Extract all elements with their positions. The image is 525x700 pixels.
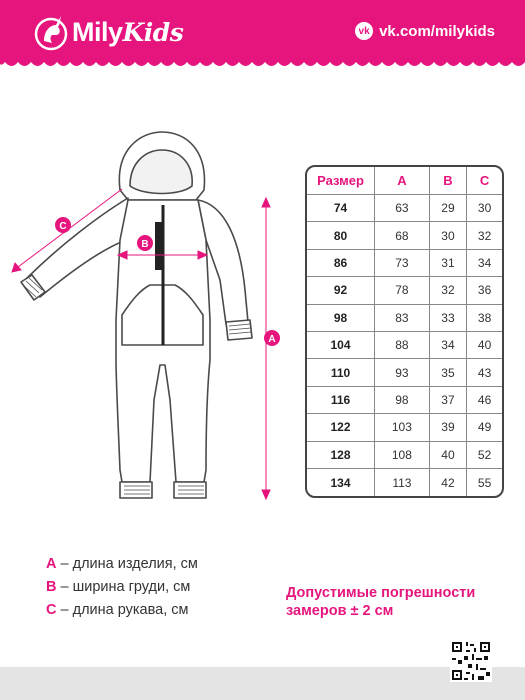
- table-row: [307, 469, 502, 496]
- value-cell: 52: [467, 442, 502, 469]
- header-a: A: [375, 167, 430, 195]
- svg-text:A: A: [268, 334, 276, 345]
- value-cell: 73: [375, 250, 430, 277]
- size-cell: 116: [307, 387, 375, 414]
- table-row: [307, 222, 502, 249]
- value-cell: 55: [477, 475, 492, 490]
- header-size: Размер: [307, 167, 375, 195]
- size-table-header: [307, 167, 502, 195]
- table-row: [307, 414, 502, 441]
- value-cell: 39: [430, 414, 467, 441]
- legend-item-a: A – длина изделия, см: [46, 556, 198, 572]
- value-cell: 42: [430, 469, 467, 496]
- table-row: [307, 195, 502, 222]
- header-c: C: [467, 167, 502, 195]
- value-cell: 40: [467, 332, 502, 359]
- table-row: [307, 442, 502, 469]
- footer-bar: [0, 667, 525, 700]
- value-cell: 103: [375, 414, 430, 441]
- legend-item-b: B – ширина груди, см: [46, 579, 191, 595]
- value-cell: 32: [467, 222, 502, 249]
- table-row: [307, 387, 502, 414]
- brand-name: MilyKids: [72, 16, 184, 47]
- left-sleeve: [25, 198, 128, 297]
- value-cell: 34: [467, 250, 502, 277]
- vk-icon: vk: [355, 22, 373, 40]
- table-row: [307, 332, 502, 359]
- value-cell: 40: [430, 442, 467, 469]
- value-cell: 98: [375, 387, 430, 414]
- marker-b: [137, 235, 153, 251]
- marker-a: [264, 330, 280, 346]
- size-cell: 122: [307, 414, 375, 441]
- zipper-tag: [155, 222, 164, 270]
- value-cell: 63: [375, 195, 430, 222]
- value-cell: 34: [430, 332, 467, 359]
- value-cell: 83: [375, 305, 430, 332]
- value-cell: 33: [430, 305, 467, 332]
- value-cell: 36: [467, 277, 502, 304]
- table-row: [307, 359, 502, 386]
- value-cell: 30: [430, 222, 467, 249]
- value-cell: 68: [375, 222, 430, 249]
- size-cell: 134: [307, 469, 375, 496]
- value-cell: 29: [430, 195, 467, 222]
- header-wave-divider: [0, 58, 525, 70]
- vk-link[interactable]: [355, 22, 495, 40]
- size-cell: 110: [307, 359, 375, 386]
- legend-item-c: C – длина рукава, см: [46, 602, 189, 618]
- tolerance-note: Допустимые погрешности замеров ± 2 см: [286, 585, 476, 619]
- value-cell: 37: [430, 387, 467, 414]
- size-cell: 92: [307, 277, 375, 304]
- marker-c: [55, 217, 71, 233]
- value-cell: 31: [430, 250, 467, 277]
- brand-logo[interactable]: [34, 13, 183, 51]
- svg-text:B: B: [141, 239, 149, 250]
- value-cell: 46: [467, 387, 502, 414]
- table-row: [307, 305, 502, 332]
- value-cell: 113: [375, 469, 430, 496]
- size-table: [305, 165, 504, 498]
- value-cell: 49: [467, 414, 502, 441]
- value-cell: 93: [375, 359, 430, 386]
- value-cell: 35: [430, 359, 467, 386]
- value-cell: 38: [467, 305, 502, 332]
- size-cell: 86: [307, 250, 375, 277]
- svg-text:C: C: [59, 221, 67, 232]
- qr-code-icon[interactable]: [450, 640, 492, 682]
- value-cell: 88: [375, 332, 430, 359]
- unicorn-logo-icon: [34, 13, 68, 51]
- header-b: B: [430, 167, 467, 195]
- jumpsuit-diagram: [0, 120, 300, 520]
- value-cell: 32: [430, 277, 467, 304]
- size-cell: 128: [307, 442, 375, 469]
- measurement-legend: [46, 556, 198, 625]
- size-cell: 104: [307, 332, 375, 359]
- header-banner: [0, 0, 525, 62]
- table-row: [307, 277, 502, 304]
- vk-url: vk.com/milykids: [379, 22, 495, 40]
- size-cell: 74: [307, 195, 375, 222]
- table-row: [307, 250, 502, 277]
- value-cell: 30: [467, 195, 502, 222]
- size-cell: 80: [307, 222, 375, 249]
- value-cell: 78: [375, 277, 430, 304]
- value-cell: 108: [375, 442, 430, 469]
- size-cell: 98: [307, 305, 375, 332]
- value-cell: 43: [467, 359, 502, 386]
